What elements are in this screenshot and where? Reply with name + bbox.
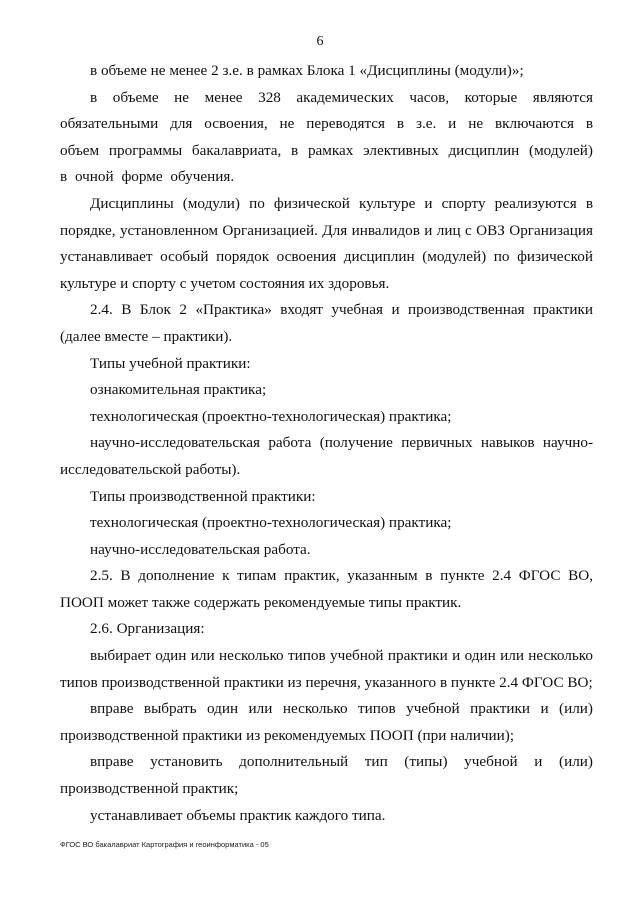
paragraph: вправе выбрать один или несколько типов учебной практики и (или) производственной практики из рекомендуемых ПООП (при наличии); — [60, 700, 593, 744]
paragraph: вправе установить дополнительный тип (типы) учебной и (или) производственной практик; — [60, 753, 593, 798]
paragraph: научно-исследовательская работа (получение первичных навыков научно-исследовательской работы). — [60, 434, 593, 478]
paragraph: научно-исследовательская работа. — [90, 540, 311, 558]
paragraph: ознакомительная практика; — [90, 381, 267, 399]
body-text — [60, 58, 593, 829]
paragraph: устанавливает объемы практик каждого типа. — [90, 806, 386, 824]
page-number: 6 — [316, 34, 324, 49]
paragraph: выбирает один или несколько типов учебной практики и один или несколько типов производственной практики из перечня, указанного в пункте 2.4 ФГОС ВО; — [60, 647, 593, 691]
paragraph: технологическая (проектно-технологическая) практика; — [90, 514, 452, 532]
paragraph: 2.5. В дополнение к типам практик, указанным в пункте 2.4 ФГОС ВО, ПООП может также содержать рекомендуемые типы практик. — [60, 567, 593, 611]
paragraph: Дисциплины (модули) по физической культуре и спорту реализуются в порядке, установленном Организацией. Для инвалидов и лиц с ОВЗ Организация устанавливает особый порядок освоения дисциплин (модулей) по физической культуре и спорту с учетом состояния их здоровья. — [60, 194, 593, 292]
paragraph: технологическая (проектно-технологическая) практика; — [90, 407, 452, 425]
paragraph: Типы учебной практики: — [90, 354, 251, 372]
paragraph: Типы производственной практики: — [90, 487, 316, 505]
paragraph: в объеме не менее 2 з.е. в рамках Блока 1 «Дисциплины (модули)»; — [90, 62, 524, 79]
page-footer: ФГОС ВО бакалавриат Картография и геоинформатика - 05 — [60, 840, 269, 849]
paragraph: 2.4. В Блок 2 «Практика» входят учебная и производственная практики (далее вместе – практики). — [60, 301, 593, 345]
paragraph: в объеме не менее 328 академических часов, которые являются обязательными для освоения, не переводятся в з.е. и не включаются в объем программы бакалавриата, в рамках элективных дисциплин (модулей) в очной форме обучения. — [60, 88, 593, 186]
paragraph: 2.6. Организация: — [90, 620, 205, 638]
